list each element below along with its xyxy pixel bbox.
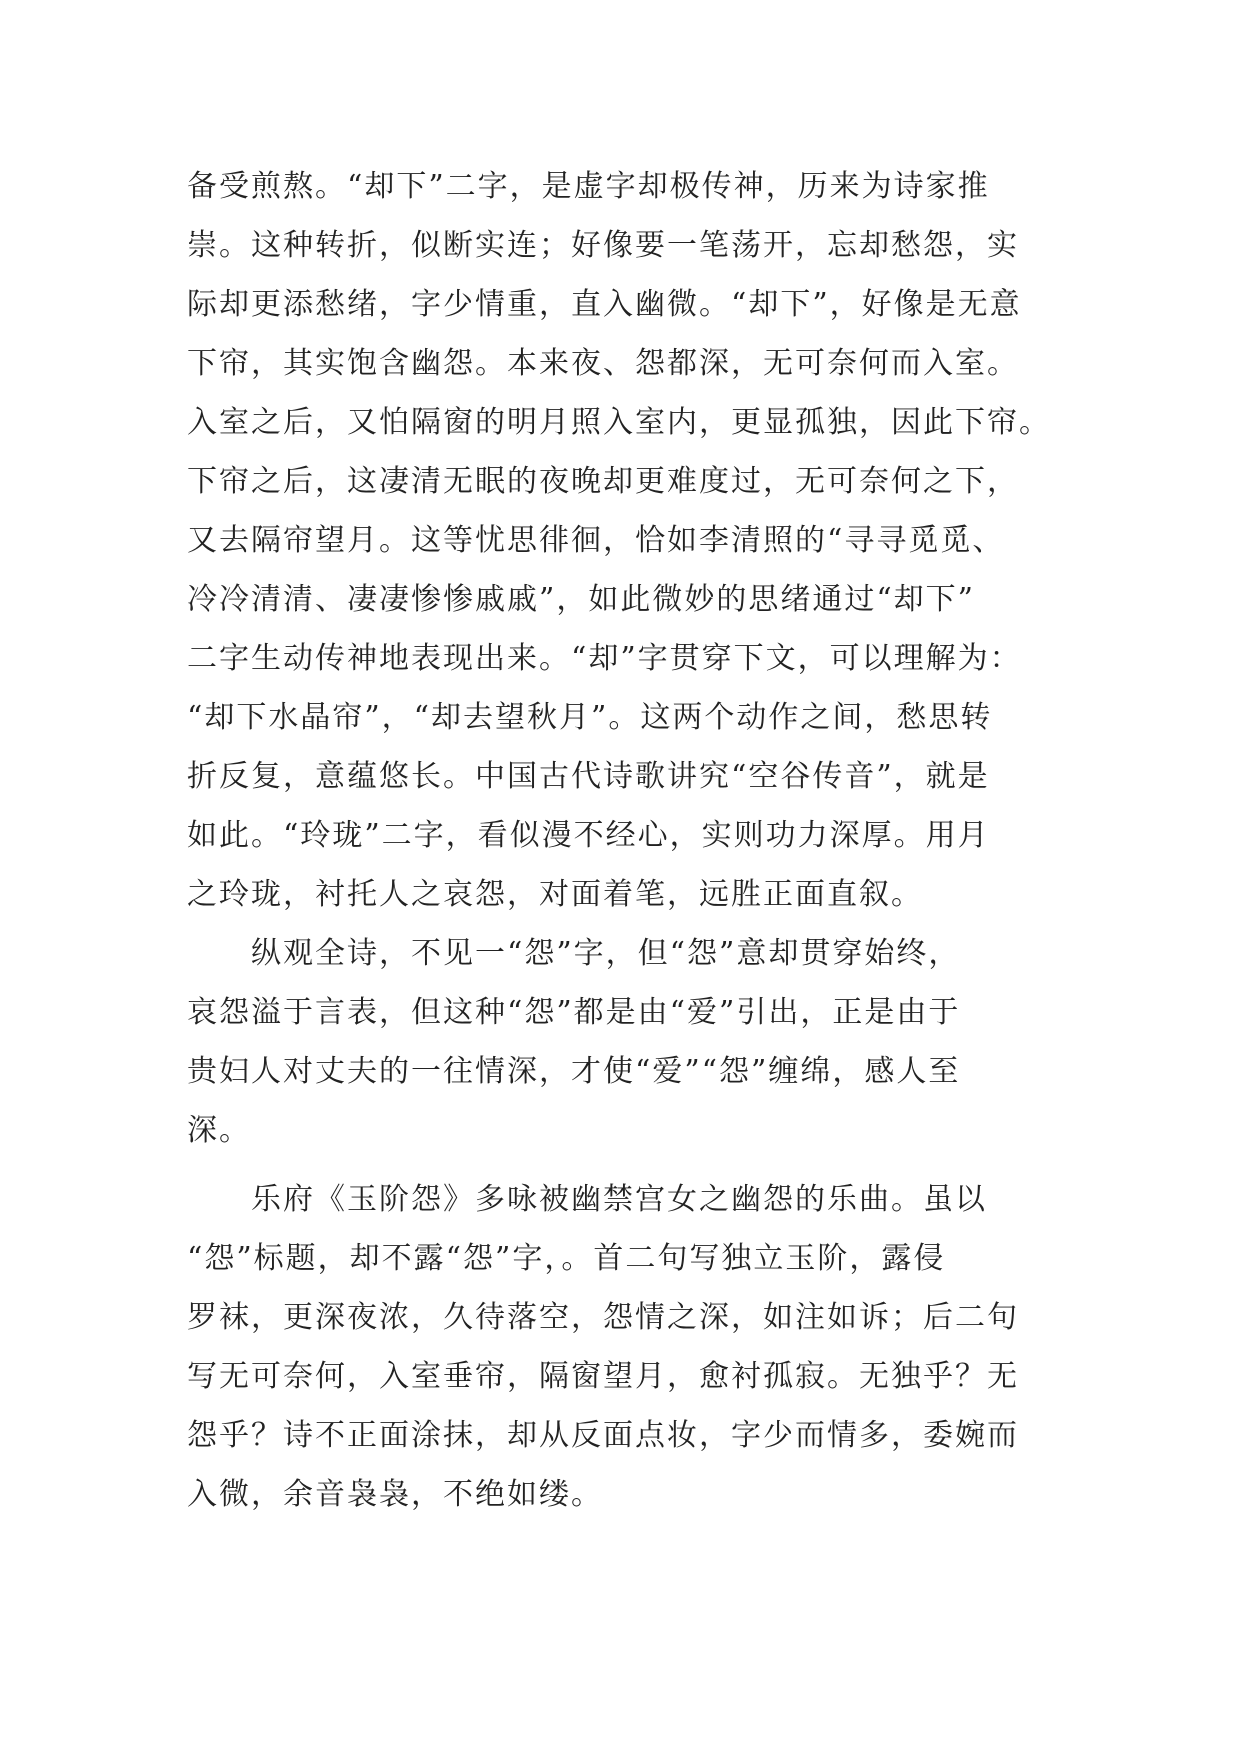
text-line: 深。 (187, 1113, 251, 1148)
text-line: 写无可奈何，入室垂帘，隔窗望月，愈衬孤寂。无独乎？无 (187, 1359, 1019, 1394)
text-line: 如此。“玲珑”二字，看似漫不经心，实则功力深厚。用月 (187, 818, 990, 853)
text-line: 二字生动传神地表现出来。“却”字贯穿下文，可以理解为： (187, 641, 1022, 676)
text-line: 哀怨溢于言表，但这种“怨”都是由“爱”引出，正是由于 (187, 995, 961, 1030)
text-line: 又去隔帘望月。这等忧思徘徊，恰如李清照的“寻寻觅觅、 (187, 523, 1005, 558)
text-line: “怨”标题，却不露“怨”字，。首二句写独立玉阶，露侵 (187, 1241, 946, 1276)
body-text (187, 157, 1087, 1524)
text-line: 怨乎？诗不正面涂抹，却从反面点妆，字少而情多，委婉而 (187, 1418, 1019, 1453)
text-line: 贵妇人对丈夫的一往情深，才使“爱”“怨”缠绵，感人至 (187, 1054, 961, 1089)
text-line: 下帘之后，这凄清无眠的夜晚却更难度过，无可奈何之下， (187, 464, 1019, 499)
text-line: 之玲珑，衬托人之哀怨，对面着笔，远胜正面直叙。 (187, 877, 923, 912)
text-line: 下帘，其实饱含幽怨。本来夜、怨都深，无可奈何而入室。 (187, 346, 1019, 381)
text-line: 备受煎熬。“却下”二字，是虚字却极传神，历来为诗家推 (187, 169, 990, 204)
text-line: 折反复，意蕴悠长。中国古代诗歌讲究“空谷传音”，就是 (187, 759, 990, 794)
text-line: 崇。这种转折，似断实连；好像要一笔荡开，忘却愁怨，实 (187, 228, 1019, 263)
text-line: 乐府《玉阶怨》多咏被幽禁宫女之幽怨的乐曲。虽以 (187, 1182, 987, 1217)
text-line: 罗袜，更深夜浓，久待落空，怨情之深，如注如诉；后二句 (187, 1300, 1019, 1335)
paragraph-gap (187, 1160, 1087, 1170)
text-line: 冷冷清清、凄凄惨惨戚戚”，如此微妙的思绪通过“却下” (187, 582, 976, 617)
text-line: “却下水晶帘”，“却去望秋月”。这两个动作之间，愁思转 (187, 700, 993, 735)
text-line: 入室之后，又怕隔窗的明月照入室内，更显孤独，因此下帘。 (187, 405, 1051, 440)
text-line: 际却更添愁绪，字少情重，直入幽微。“却下”，好像是无意 (187, 287, 1022, 322)
text-line: 纵观全诗，不见一“怨”字，但“怨”意却贯穿始终， (187, 936, 961, 971)
text-line: 入微，余音袅袅，不绝如缕。 (187, 1477, 603, 1512)
